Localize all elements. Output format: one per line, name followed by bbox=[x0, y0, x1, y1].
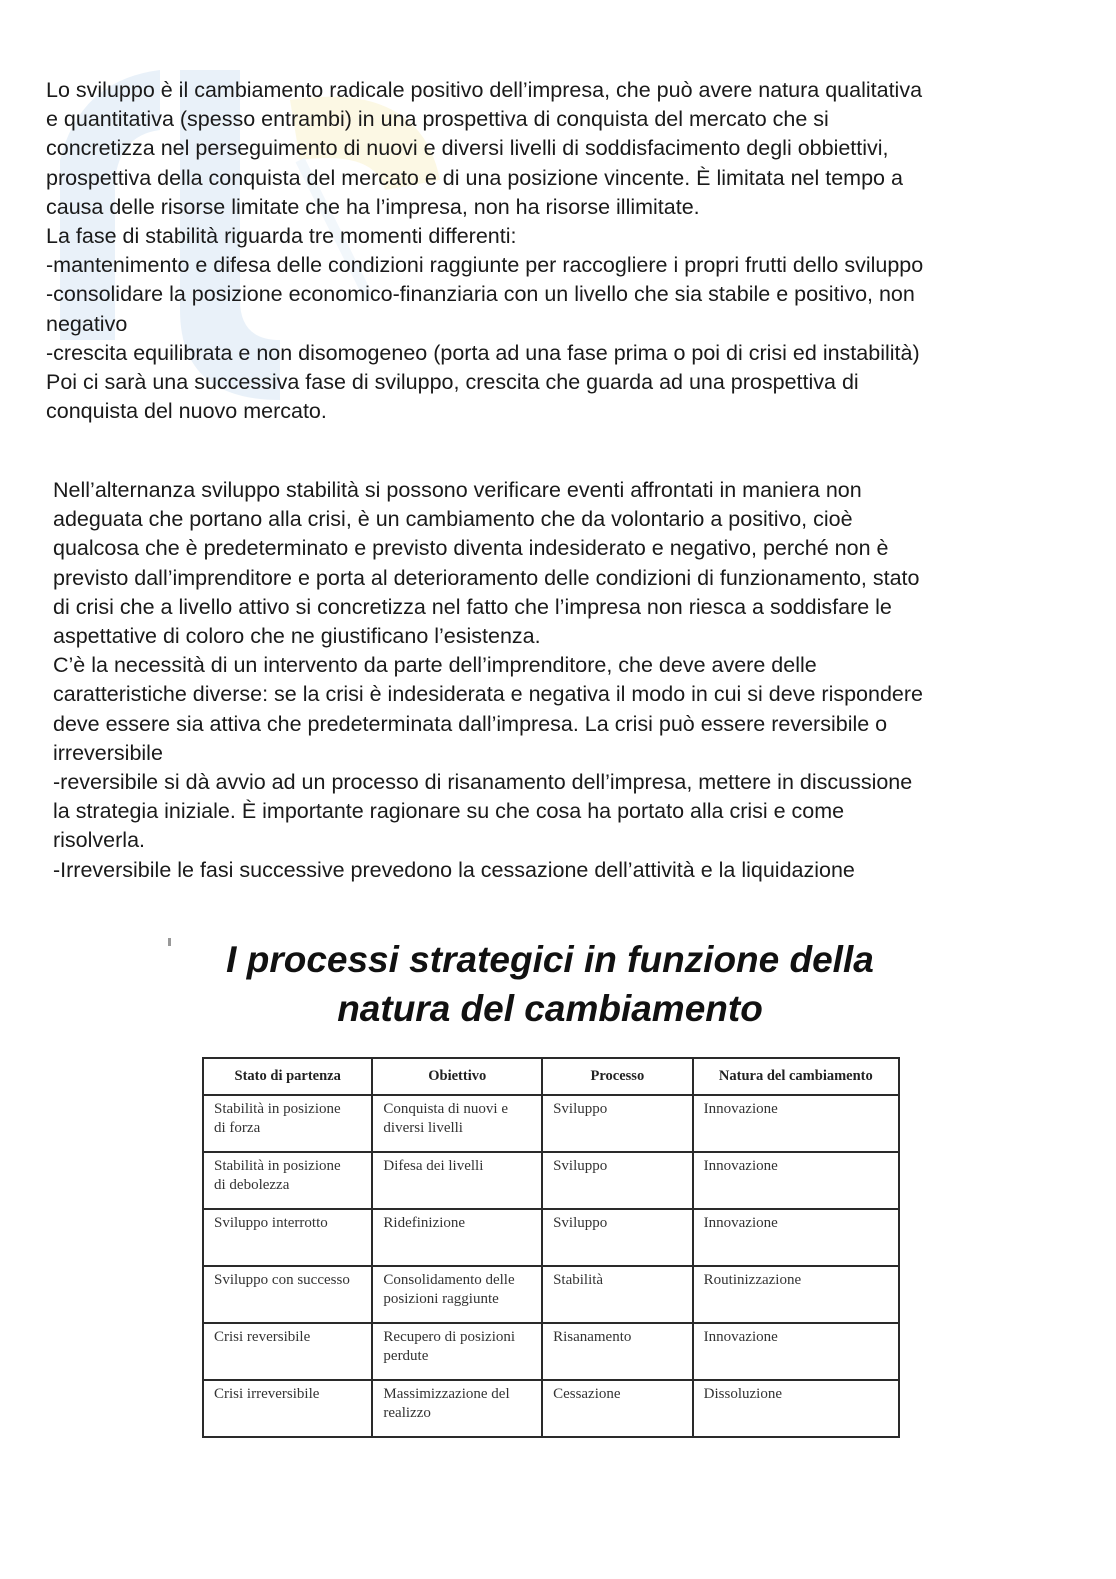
cell-text: Stabilità bbox=[553, 1272, 604, 1288]
cell-processo bbox=[542, 1266, 693, 1323]
cell-stato-di-partenza bbox=[203, 1095, 372, 1152]
cell-natura-del-cambiamento bbox=[693, 1209, 899, 1266]
text-line: irreversibile bbox=[53, 740, 163, 765]
table-row bbox=[203, 1152, 899, 1209]
text-line: e quantitativa (spesso entrambi) in una prospettiva di conquista del mercato che si bbox=[46, 107, 829, 132]
cell-text: Sviluppo bbox=[553, 1101, 608, 1117]
text-line: negativo bbox=[46, 311, 128, 336]
text-line: previsto dall’imprenditore e porta al deterioramento delle condizioni di funzionamento, stato bbox=[53, 565, 920, 590]
cell-natura-del-cambiamento bbox=[693, 1266, 899, 1323]
cell-obiettivo bbox=[372, 1152, 542, 1209]
paragraph-crisi bbox=[53, 476, 923, 885]
cell-obiettivo bbox=[372, 1323, 542, 1380]
cell-text: posizioni raggiunte bbox=[383, 1291, 499, 1307]
cell-text: Cessazione bbox=[553, 1386, 621, 1402]
text-line: -mantenimento e difesa delle condizioni raggiunte per raccogliere i propri frutti dello sviluppo bbox=[46, 253, 924, 278]
table-row bbox=[203, 1266, 899, 1323]
text-line: aspettative di coloro che ne giustificano l’esistenza. bbox=[53, 624, 541, 649]
cell-text: Consolidamento delle bbox=[383, 1272, 515, 1288]
cell-text: realizzo bbox=[383, 1405, 431, 1421]
cell-text: Stabilità in posizione bbox=[214, 1158, 341, 1174]
cell-text: di debolezza bbox=[214, 1177, 290, 1193]
cell-stato-di-partenza bbox=[203, 1152, 372, 1209]
cell-text: Massimizzazione del bbox=[383, 1386, 510, 1402]
text-line: Poi ci sarà una successiva fase di sviluppo, crescita che guarda ad una prospettiva di bbox=[46, 370, 859, 395]
text-line: adeguata che portano alla crisi, è un cambiamento che da volontario a positivo, cioè bbox=[53, 507, 853, 532]
cell-text: Crisi irreversibile bbox=[214, 1386, 320, 1402]
header-obiettivo: Obiettivo bbox=[372, 1058, 542, 1095]
text-line: -Irreversibile le fasi successive prevedono la cessazione dell’attività e la liquidazione bbox=[53, 857, 855, 882]
cell-text: Innovazione bbox=[703, 1215, 778, 1231]
cell-text: di forza bbox=[214, 1120, 261, 1136]
cell-obiettivo bbox=[372, 1380, 542, 1437]
text-line: -consolidare la posizione economico-finanziaria con un livello che sia stabile e positivo, non bbox=[46, 282, 915, 307]
text-line: conquista del nuovo mercato. bbox=[46, 399, 327, 424]
paragraph-sviluppo-stabilita bbox=[46, 76, 923, 426]
text-line: prospettiva della conquista del mercato e di una posizione vincente. È limitata nel tempo a bbox=[46, 165, 903, 190]
cell-text: Stabilità in posizione bbox=[214, 1101, 341, 1117]
cell-text: Difesa dei livelli bbox=[383, 1158, 484, 1174]
text-line: C’è la necessità di un intervento da parte dell’imprenditore, che deve avere delle bbox=[53, 653, 817, 678]
text-line: risolverla. bbox=[53, 828, 145, 853]
text-line: causa delle risorse limitate che ha l’impresa, non ha risorse illimitate. bbox=[46, 194, 700, 219]
cell-obiettivo bbox=[372, 1095, 542, 1152]
cell-processo bbox=[542, 1152, 693, 1209]
cell-text: Risanamento bbox=[553, 1329, 632, 1345]
slide-title-line-1: I processi strategici in funzione della bbox=[226, 939, 874, 980]
cell-processo bbox=[542, 1209, 693, 1266]
text-line: -crescita equilibrata e non disomogeneo (porta ad una fase prima o poi di crisi ed instabilità) bbox=[46, 340, 920, 365]
cell-text: Conquista di nuovi e bbox=[383, 1101, 508, 1117]
text-line: la strategia iniziale. È importante ragionare su che cosa ha portato alla crisi e come bbox=[53, 799, 845, 824]
text-line: -reversibile si dà avvio ad un processo di risanamento dell’impresa, mettere in discussione bbox=[53, 770, 913, 795]
cell-obiettivo bbox=[372, 1266, 542, 1323]
cell-text: Innovazione bbox=[703, 1329, 778, 1345]
cell-text: Ridefinizione bbox=[383, 1215, 466, 1231]
text-line: Lo sviluppo è il cambiamento radicale positivo dell’impresa, che può avere natura qualitativa bbox=[46, 78, 923, 102]
cell-natura-del-cambiamento bbox=[693, 1323, 899, 1380]
text-line: deve essere sia attiva che predeterminata dall’impresa. La crisi può essere reversibile o bbox=[53, 711, 888, 736]
cell-obiettivo bbox=[372, 1209, 542, 1266]
cell-text: Dissoluzione bbox=[703, 1386, 782, 1402]
text-line: Nell’alternanza sviluppo stabilità si possono verificare eventi affrontati in maniera non bbox=[53, 478, 862, 502]
cell-text: Sviluppo interrotto bbox=[214, 1215, 328, 1231]
cell-text: Sviluppo bbox=[553, 1158, 608, 1174]
cell-text: Sviluppo con successo bbox=[214, 1272, 350, 1288]
cell-text: diversi livelli bbox=[383, 1120, 463, 1136]
cell-processo bbox=[542, 1380, 693, 1437]
cell-natura-del-cambiamento bbox=[693, 1095, 899, 1152]
cell-text: perdute bbox=[383, 1348, 429, 1364]
cell-stato-di-partenza bbox=[203, 1380, 372, 1437]
slide-title bbox=[150, 935, 950, 1033]
cell-stato-di-partenza bbox=[203, 1323, 372, 1380]
cell-text: Innovazione bbox=[703, 1101, 778, 1117]
table-row bbox=[203, 1380, 899, 1437]
cell-natura-del-cambiamento bbox=[693, 1380, 899, 1437]
text-line: qualcosa che è predeterminato e previsto diventa indesiderato e negativo, perché non è bbox=[53, 536, 889, 561]
cell-stato-di-partenza bbox=[203, 1266, 372, 1323]
header-processo: Processo bbox=[542, 1058, 693, 1095]
cell-natura-del-cambiamento bbox=[693, 1152, 899, 1209]
table-row bbox=[203, 1323, 899, 1380]
cell-processo bbox=[542, 1095, 693, 1152]
cell-text: Routinizzazione bbox=[703, 1272, 802, 1288]
header-stato-di-partenza: Stato di partenza bbox=[203, 1058, 372, 1095]
text-line: concretizza nel perseguimento di nuovi e diversi livelli di soddisfacimento degli obbiettivi, bbox=[46, 136, 889, 161]
cell-stato-di-partenza bbox=[203, 1209, 372, 1266]
cell-processo bbox=[542, 1323, 693, 1380]
table-row bbox=[203, 1209, 899, 1266]
cell-text: Sviluppo bbox=[553, 1215, 608, 1231]
table-row bbox=[203, 1095, 899, 1152]
strategic-processes-table bbox=[202, 1057, 900, 1438]
cell-text: Recupero di posizioni bbox=[383, 1329, 516, 1345]
text-line: di crisi che a livello attivo si concretizza nel fatto che l’impresa non riesca a soddisfare le bbox=[53, 594, 892, 619]
slide-title-line-2: natura del cambiamento bbox=[337, 988, 763, 1029]
text-line: caratteristiche diverse: se la crisi è indesiderata e negativa il modo in cui si deve rispondere bbox=[53, 682, 923, 707]
cell-text: Innovazione bbox=[703, 1158, 778, 1174]
table-header-row bbox=[203, 1058, 899, 1095]
cell-text: Crisi reversibile bbox=[214, 1329, 311, 1345]
text-line: La fase di stabilità riguarda tre momenti differenti: bbox=[46, 224, 517, 249]
header-natura-del-cambiamento: Natura del cambiamento bbox=[693, 1058, 899, 1095]
